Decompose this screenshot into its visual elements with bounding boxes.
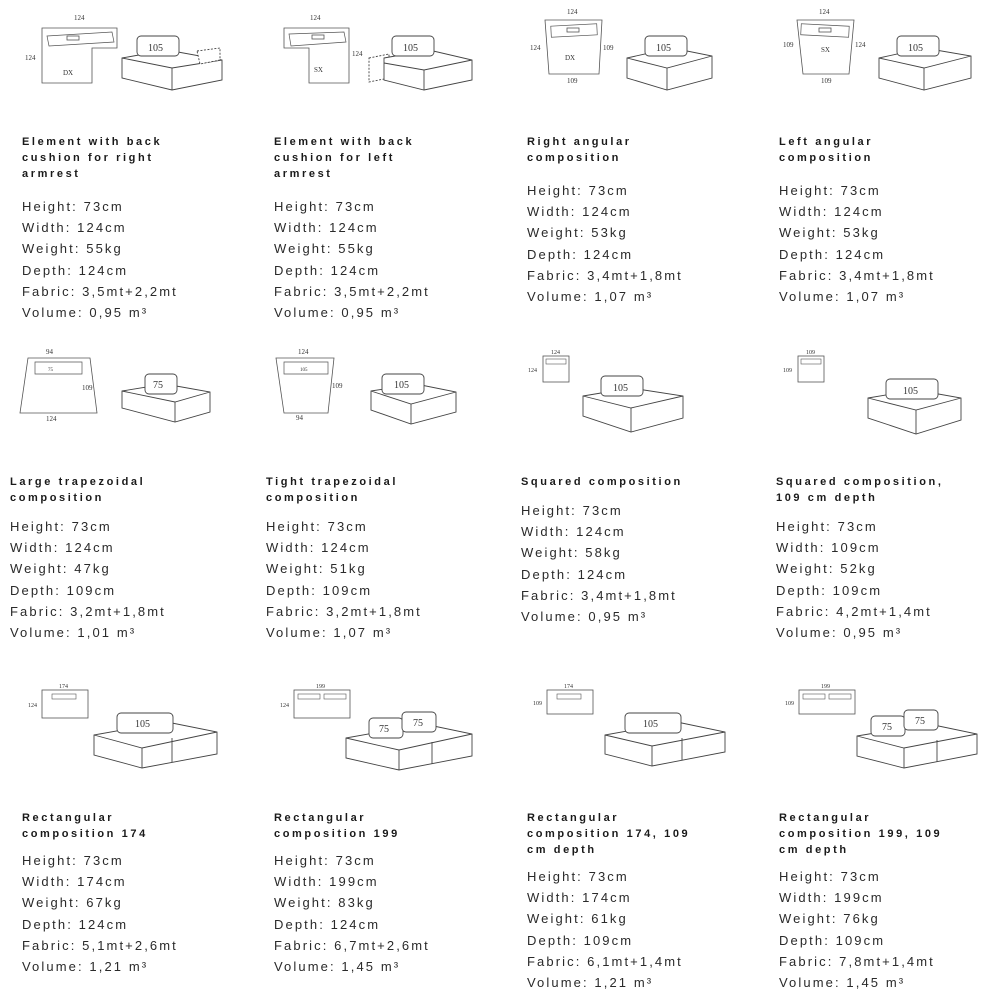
sofa-module-sketch xyxy=(369,36,472,90)
spec-weight: Weight: 55kg xyxy=(22,241,123,257)
plan-dim-top: 124 xyxy=(819,8,830,16)
plan-cushion-label: 75 xyxy=(48,368,53,373)
spec-fabric: Fabric: 3,5mt+2,2mt xyxy=(274,283,430,299)
spec-fabric: Fabric: 7,8mt+1,4mt xyxy=(779,953,935,969)
plan-dim-right: 124 xyxy=(855,41,866,49)
plan-dim-top: 124 xyxy=(567,8,578,16)
spec-depth: Depth: 124cm xyxy=(527,246,634,262)
sofa-module-sketch xyxy=(346,712,472,770)
plan-dim-left: 109 xyxy=(533,701,542,707)
sofa-module-sketch xyxy=(122,36,222,90)
product-drawing xyxy=(22,8,262,118)
plan-side-label: DX xyxy=(565,54,576,62)
spec-width: Width: 109cm xyxy=(776,540,881,556)
spec-depth: Depth: 109cm xyxy=(779,932,886,948)
spec-list xyxy=(22,196,178,323)
spec-volume: Volume: 1,45 m³ xyxy=(779,975,906,991)
spec-volume: Volume: 0,95 m³ xyxy=(22,305,149,321)
spec-width: Width: 174cm xyxy=(527,890,632,906)
cushion-width-label: 75 xyxy=(153,380,163,391)
cushion-width-label: 105 xyxy=(903,386,918,397)
plan-diagram xyxy=(42,28,117,83)
product-title: Right angular composition xyxy=(527,136,632,164)
spec-depth: Depth: 124cm xyxy=(521,566,628,582)
plan-cushion-label: 105 xyxy=(300,368,308,373)
product-drawing xyxy=(22,680,262,790)
spec-volume: Volume: 1,45 m³ xyxy=(274,959,401,975)
spec-weight: Weight: 55kg xyxy=(274,241,375,257)
plan-side-label: SX xyxy=(314,66,323,74)
plan-dim-left: 124 xyxy=(28,703,37,709)
spec-width: Width: 124cm xyxy=(779,204,884,220)
plan-dim-left: 109 xyxy=(783,41,794,49)
plan-dim-left: 109 xyxy=(785,701,794,707)
spec-width: Width: 124cm xyxy=(22,220,127,236)
spec-list xyxy=(527,866,683,993)
plan-dim-bottom: 109 xyxy=(567,77,578,85)
cushion-width-label: 105 xyxy=(394,380,409,391)
spec-fabric: Fabric: 6,1mt+1,4mt xyxy=(527,953,683,969)
spec-height: Height: 73cm xyxy=(527,869,629,884)
plan-dim-left: 109 xyxy=(783,368,792,374)
plan-diagram xyxy=(547,690,593,714)
plan-diagram xyxy=(543,356,569,382)
product-title: Rectangular composition 199, 109 cm depth xyxy=(779,812,943,856)
spec-fabric: Fabric: 3,4mt+1,8mt xyxy=(527,267,683,283)
product-drawing xyxy=(266,346,506,456)
product-drawing xyxy=(776,346,1000,456)
spec-list xyxy=(776,516,932,643)
spec-weight: Weight: 58kg xyxy=(521,545,622,561)
plan-diagram xyxy=(276,358,334,413)
product-title: Rectangular composition 174, 109 cm depth xyxy=(527,812,691,856)
plan-dim-top: 109 xyxy=(806,350,815,356)
product-title: Squared composition, 109 cm depth xyxy=(776,476,944,504)
spec-depth: Depth: 124cm xyxy=(22,262,129,278)
spec-volume: Volume: 0,95 m³ xyxy=(521,609,648,625)
plan-dim-top: 124 xyxy=(298,348,309,356)
plan-diagram xyxy=(545,20,602,74)
product-title: Squared composition xyxy=(521,476,683,488)
spec-width: Width: 199cm xyxy=(274,874,379,890)
spec-depth: Depth: 109cm xyxy=(10,582,117,598)
cushion-width-label: 105 xyxy=(403,43,418,54)
product-drawing xyxy=(10,346,250,456)
spec-volume: Volume: 1,21 m³ xyxy=(527,975,654,991)
spec-depth: Depth: 124cm xyxy=(22,916,129,932)
spec-weight: Weight: 67kg xyxy=(22,895,123,911)
plan-diagram xyxy=(284,28,349,83)
spec-list xyxy=(521,500,677,627)
plan-diagram xyxy=(799,690,855,714)
plan-dim-bottom: 124 xyxy=(46,415,57,423)
product-drawing xyxy=(779,680,1000,790)
spec-height: Height: 73cm xyxy=(10,519,112,534)
plan-dim-top: 94 xyxy=(46,348,53,356)
spec-volume: Volume: 1,01 m³ xyxy=(10,625,137,641)
spec-volume: Volume: 1,21 m³ xyxy=(22,959,149,975)
plan-dim-right: 109 xyxy=(332,382,343,390)
spec-fabric: Fabric: 3,2mt+1,8mt xyxy=(10,603,166,619)
spec-list xyxy=(22,850,178,977)
spec-depth: Depth: 109cm xyxy=(527,932,634,948)
spec-fabric: Fabric: 5,1mt+2,6mt xyxy=(22,937,178,953)
cushion-width-label: 105 xyxy=(643,719,658,730)
product-drawing xyxy=(527,8,767,118)
product-drawing xyxy=(521,346,761,456)
plan-dim-left: 124 xyxy=(25,54,36,62)
sofa-module-sketch xyxy=(122,374,210,422)
cushion-width-label: 105 xyxy=(148,43,163,54)
spec-width: Width: 124cm xyxy=(521,524,626,540)
product-title: Element with back cushion for right armrest xyxy=(22,136,163,180)
spec-fabric: Fabric: 3,4mt+1,8mt xyxy=(779,267,935,283)
spec-weight: Weight: 76kg xyxy=(779,911,880,927)
cushion-width-label: 75 xyxy=(915,716,925,727)
spec-list xyxy=(779,180,935,307)
product-title: Element with back cushion for left armrest xyxy=(274,136,415,180)
spec-fabric: Fabric: 3,2mt+1,8mt xyxy=(266,603,422,619)
spec-list xyxy=(274,196,430,323)
spec-depth: Depth: 124cm xyxy=(274,916,381,932)
sofa-module-sketch xyxy=(583,376,683,432)
spec-list xyxy=(527,180,683,307)
cushion-width-label: 105 xyxy=(656,43,671,54)
spec-list xyxy=(779,866,935,993)
product-drawing xyxy=(527,680,767,790)
spec-height: Height: 73cm xyxy=(521,503,623,518)
spec-width: Width: 124cm xyxy=(10,540,115,556)
spec-volume: Volume: 1,07 m³ xyxy=(527,289,654,305)
product-drawing xyxy=(274,8,514,118)
spec-fabric: Fabric: 4,2mt+1,4mt xyxy=(776,603,932,619)
spec-width: Width: 124cm xyxy=(527,204,632,220)
spec-weight: Weight: 83kg xyxy=(274,895,375,911)
spec-weight: Weight: 51kg xyxy=(266,561,367,577)
spec-weight: Weight: 53kg xyxy=(779,225,880,241)
product-title: Rectangular composition 174 xyxy=(22,812,148,840)
plan-side-label: DX xyxy=(63,69,74,77)
plan-dim-top: 124 xyxy=(551,350,560,356)
spec-depth: Depth: 124cm xyxy=(779,246,886,262)
spec-volume: Volume: 1,07 m³ xyxy=(779,289,906,305)
spec-height: Height: 73cm xyxy=(527,183,629,198)
sofa-module-sketch xyxy=(371,374,456,424)
cushion-width-label: 105 xyxy=(135,719,150,730)
spec-volume: Volume: 0,95 m³ xyxy=(776,625,903,641)
plan-diagram xyxy=(798,356,824,382)
plan-dim-top: 199 xyxy=(821,684,830,690)
spec-height: Height: 73cm xyxy=(274,199,376,214)
spec-list xyxy=(274,850,430,977)
sofa-module-sketch xyxy=(879,36,971,90)
plan-dim-top: 174 xyxy=(59,684,68,690)
sofa-module-sketch xyxy=(605,713,725,766)
plan-dim-top: 124 xyxy=(74,14,85,22)
spec-width: Width: 124cm xyxy=(274,220,379,236)
cushion-width-label: 75 xyxy=(413,718,423,729)
spec-volume: Volume: 1,07 m³ xyxy=(266,625,393,641)
spec-fabric: Fabric: 6,7mt+2,6mt xyxy=(274,937,430,953)
plan-dim-bottom: 109 xyxy=(821,77,832,85)
spec-height: Height: 73cm xyxy=(22,199,124,214)
spec-width: Width: 174cm xyxy=(22,874,127,890)
plan-dim-right: 109 xyxy=(82,384,93,392)
spec-volume: Volume: 0,95 m³ xyxy=(274,305,401,321)
plan-dim-top: 174 xyxy=(564,684,573,690)
spec-depth: Depth: 124cm xyxy=(274,262,381,278)
spec-weight: Weight: 53kg xyxy=(527,225,628,241)
plan-dim-top: 199 xyxy=(316,684,325,690)
spec-list xyxy=(266,516,422,643)
spec-height: Height: 73cm xyxy=(779,869,881,884)
spec-fabric: Fabric: 3,4mt+1,8mt xyxy=(521,587,677,603)
plan-diagram xyxy=(294,690,350,718)
spec-fabric: Fabric: 3,5mt+2,2mt xyxy=(22,283,178,299)
spec-depth: Depth: 109cm xyxy=(776,582,883,598)
product-drawing xyxy=(274,680,514,790)
cushion-width-label: 105 xyxy=(613,383,628,394)
spec-height: Height: 73cm xyxy=(779,183,881,198)
product-title: Left angular composition xyxy=(779,136,874,164)
spec-height: Height: 73cm xyxy=(22,853,124,868)
cushion-width-label: 75 xyxy=(379,724,389,735)
product-title: Tight trapezoidal composition xyxy=(266,476,399,504)
spec-weight: Weight: 47kg xyxy=(10,561,111,577)
plan-dim-bottom: 94 xyxy=(296,414,303,422)
product-title: Rectangular composition 199 xyxy=(274,812,400,840)
plan-dim-left: 124 xyxy=(280,703,289,709)
product-title: Large trapezoidal composition xyxy=(10,476,146,504)
spec-weight: Weight: 61kg xyxy=(527,911,628,927)
plan-dim-top: 124 xyxy=(310,14,321,22)
cushion-width-label: 75 xyxy=(882,722,892,733)
plan-diagram xyxy=(42,690,88,718)
plan-dim-right: 124 xyxy=(352,50,363,58)
cushion-width-label: 105 xyxy=(908,43,923,54)
spec-height: Height: 73cm xyxy=(776,519,878,534)
spec-list xyxy=(10,516,166,643)
spec-width: Width: 124cm xyxy=(266,540,371,556)
sofa-module-sketch xyxy=(94,713,217,768)
spec-depth: Depth: 109cm xyxy=(266,582,373,598)
spec-height: Height: 73cm xyxy=(274,853,376,868)
plan-side-label: SX xyxy=(821,46,830,54)
plan-dim-left: 124 xyxy=(530,44,541,52)
spec-width: Width: 199cm xyxy=(779,890,884,906)
spec-weight: Weight: 52kg xyxy=(776,561,877,577)
plan-dim-left: 124 xyxy=(528,368,537,374)
product-drawing xyxy=(779,8,1000,118)
spec-height: Height: 73cm xyxy=(266,519,368,534)
plan-dim-right: 109 xyxy=(603,44,614,52)
